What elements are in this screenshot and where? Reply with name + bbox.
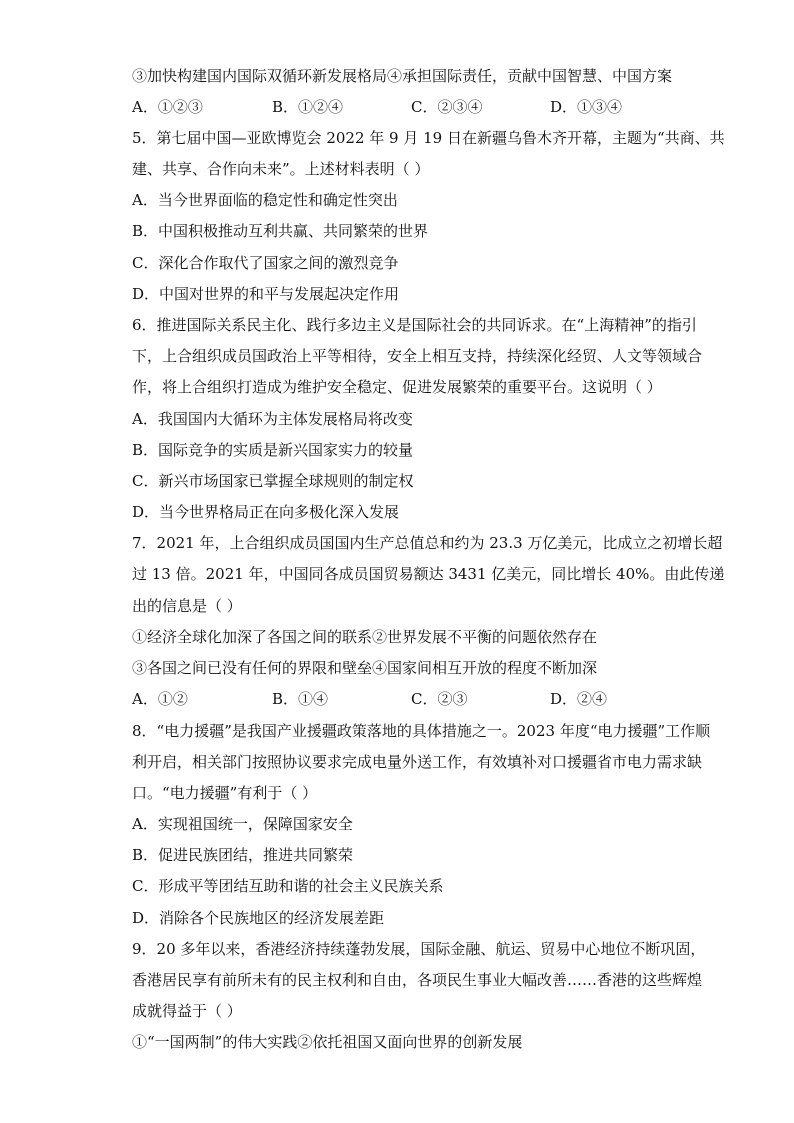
q4-option-a: A．①②③ — [132, 98, 203, 116]
q8-stem-line-3: 口。“电力援疆”有利于（ ） — [132, 784, 318, 802]
q7-statements-3-4: ③各国之间已没有任何的界限和壁垒④国家间相互开放的程度不断加深 — [132, 659, 598, 677]
q7-option-b: B．①④ — [272, 690, 329, 708]
q4-option-c: C．②③④ — [411, 98, 483, 116]
q9-stem-line-3: 成就得益于（ ） — [132, 1002, 242, 1020]
q4-option-d: D．①③④ — [550, 98, 623, 116]
q6-stem-line-2: 下，上合组织成员国政治上平等相待，安全上相互支持，持续深化经贸、人文等领域合 — [132, 347, 703, 365]
q7-option-c: C．②③ — [411, 690, 468, 708]
q6-option-c: C．新兴市场国家已掌握全球规则的制定权 — [132, 472, 414, 490]
q9-stem-line-1: 9．20 多年以来，香港经济持续蓬勃发展，国际金融、航运、贸易中心地位不断巩固， — [132, 940, 706, 958]
q7-option-a: A．①② — [132, 690, 188, 708]
q5-option-d: D．中国对世界的和平与发展起决定作用 — [132, 285, 400, 303]
q7-statements-1-2: ①经济全球化加深了各国之间的联系②世界发展不平衡的问题依然存在 — [132, 628, 598, 646]
q9-statements-1-2: ①“一国两制”的伟大实践②依托祖国又面向世界的创新发展 — [132, 1033, 523, 1051]
q7-stem-line-2: 过 13 倍。2021 年，中国同各成员国贸易额达 3431 亿美元，同比增长 40%。由此传递 — [132, 565, 725, 583]
q5-option-b: B．中国积极推动互利共赢、共同繁荣的世界 — [132, 222, 429, 240]
q4-statement-3-4: ③加快构建国内国际双循环新发展格局④承担国际责任，贡献中国智慧、中国方案 — [132, 67, 673, 85]
q8-stem-line-2: 利开启，相关部门按照协议要求完成电量外送工作，有效填补对口援疆省市电力需求缺 — [132, 753, 703, 771]
q4-option-b: B．①②④ — [272, 98, 344, 116]
q6-stem-line-1: 6．推进国际关系民主化、践行多边主义是国际社会的共同诉求。在“上海精神”的指引 — [132, 316, 697, 334]
q6-option-a: A．我国国内大循环为主体发展格局将改变 — [132, 410, 413, 428]
q9-stem-line-2: 香港居民享有前所未有的民主权利和自由，各项民生事业大幅改善……香港的这些辉煌 — [132, 971, 703, 989]
q6-option-b: B．国际竞争的实质是新兴国家实力的较量 — [132, 441, 414, 459]
q8-stem-line-1: 8．“电力援疆”是我国产业援疆政策落地的具体措施之一。2023 年度“电力援疆”工作顺 — [132, 722, 711, 740]
q7-stem-line-1: 7．2021 年，上合组织成员国国内生产总值总和约为 23.3 万亿美元，比成立之初增长超 — [132, 534, 723, 552]
q5-option-c: C．深化合作取代了国家之间的激烈竞争 — [132, 254, 399, 272]
q8-option-a: A．实现祖国统一，保障国家安全 — [132, 815, 353, 833]
q8-option-c: C．形成平等团结互助和谐的社会主义民族关系 — [132, 877, 444, 895]
q6-option-d: D．当今世界格局正在向多极化深入发展 — [132, 503, 400, 521]
q7-stem-line-3: 出的信息是（ ） — [132, 597, 242, 615]
q7-option-d: D．②④ — [550, 690, 608, 708]
q6-stem-line-3: 作，将上合组织打造成为维护安全稳定、促进发展繁荣的重要平台。这说明（ ） — [132, 378, 662, 396]
q5-option-a: A．当今世界面临的稳定性和确定性突出 — [132, 191, 398, 209]
q5-stem-line-1: 5．第七届中国—亚欧博览会 2022 年 9 月 19 日在新疆乌鲁木齐开幕，主题为“共商、共 — [132, 129, 725, 147]
q5-stem-line-2: 建、共享、合作向未来”。上述材料表明（ ） — [132, 160, 430, 178]
q8-option-b: B．促进民族团结，推进共同繁荣 — [132, 846, 354, 864]
q8-option-d: D．消除各个民族地区的经济发展差距 — [132, 909, 385, 927]
